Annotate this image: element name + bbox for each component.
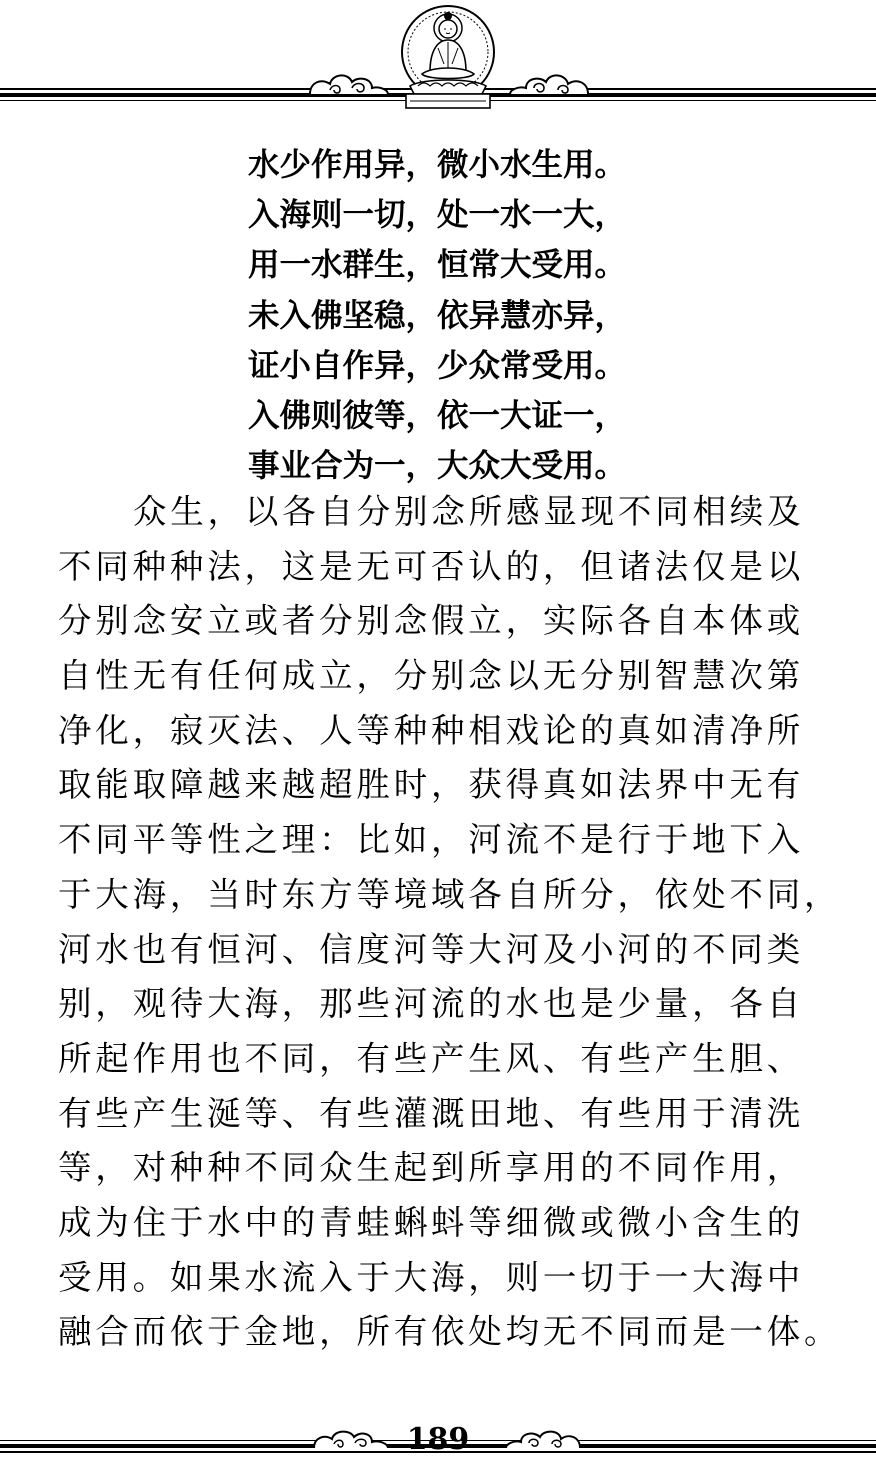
paragraph-line: 所起作用也不同，有些产生风、有些产生胆、 (58, 1038, 804, 1078)
paragraph-line: 有些产生涎等、有些灌溉田地、有些用于清洗 (58, 1093, 804, 1133)
paragraph-line: 河水也有恒河、信度河等大河及小河的不同类 (58, 929, 804, 969)
paragraph-line: 成为住于水中的青蛙蝌蚪等细微或微小含生的 (58, 1202, 804, 1242)
paragraph-line: 别，观待大海，那些河流的水也是少量，各自 (58, 984, 804, 1024)
paragraph-line: 取能取障越来越超胜时，获得真如法界中无有 (58, 765, 804, 805)
verse-line: 入佛则彼等，依一大证一， (248, 396, 627, 434)
page-number: 189 (406, 1422, 470, 1457)
buddha-emblem-icon (396, 2, 500, 112)
verse-line: 事业合为一，大众大受用。 (248, 447, 627, 485)
cloud-ornament-icon (506, 72, 592, 98)
paragraph-line: 等，对种种不同众生起到所享用的不同作用， (58, 1148, 804, 1188)
verse-line: 用一水群生，恒常大受用。 (248, 246, 627, 284)
verse-line: 未入佛坚稳，依异慧亦异， (248, 296, 627, 334)
verse-line: 水少作用异，微小水生用。 (248, 146, 627, 183)
paragraph-line: 分别念安立或者分别念假立，实际各自本体或 (58, 601, 804, 641)
paragraph-line: 自性无有任何成立，分别念以无分别智慧次第 (58, 656, 804, 696)
verse-block (248, 140, 626, 491)
verse-line: 证小自作异，少众常受用。 (248, 346, 627, 384)
verse-line: 入海则一切，处一水一大， (248, 196, 627, 234)
paragraph-line: 于大海，当时东方等境域各自所分，依处不同， (58, 874, 842, 914)
paragraph-line: 融合而依于金地，所有依处均无不同而是一体。 (58, 1312, 842, 1352)
cloud-ornament-icon (306, 72, 392, 98)
paragraph-line: 净化，寂灭法、人等种种相戏论的真如清净所 (58, 710, 804, 750)
paragraph-line: 不同平等性之理：比如，河流不是行于地下入 (58, 820, 804, 860)
paragraph-line: 不同种种法，这是无可否认的，但诸法仅是以 (58, 546, 804, 586)
commentary-paragraph (58, 485, 848, 1360)
paragraph-line: 众生，以各自分别念所感显现不同相续及 (133, 492, 805, 531)
paragraph-line: 受用。如果水流入于大海，则一切于一大海中 (58, 1257, 804, 1297)
